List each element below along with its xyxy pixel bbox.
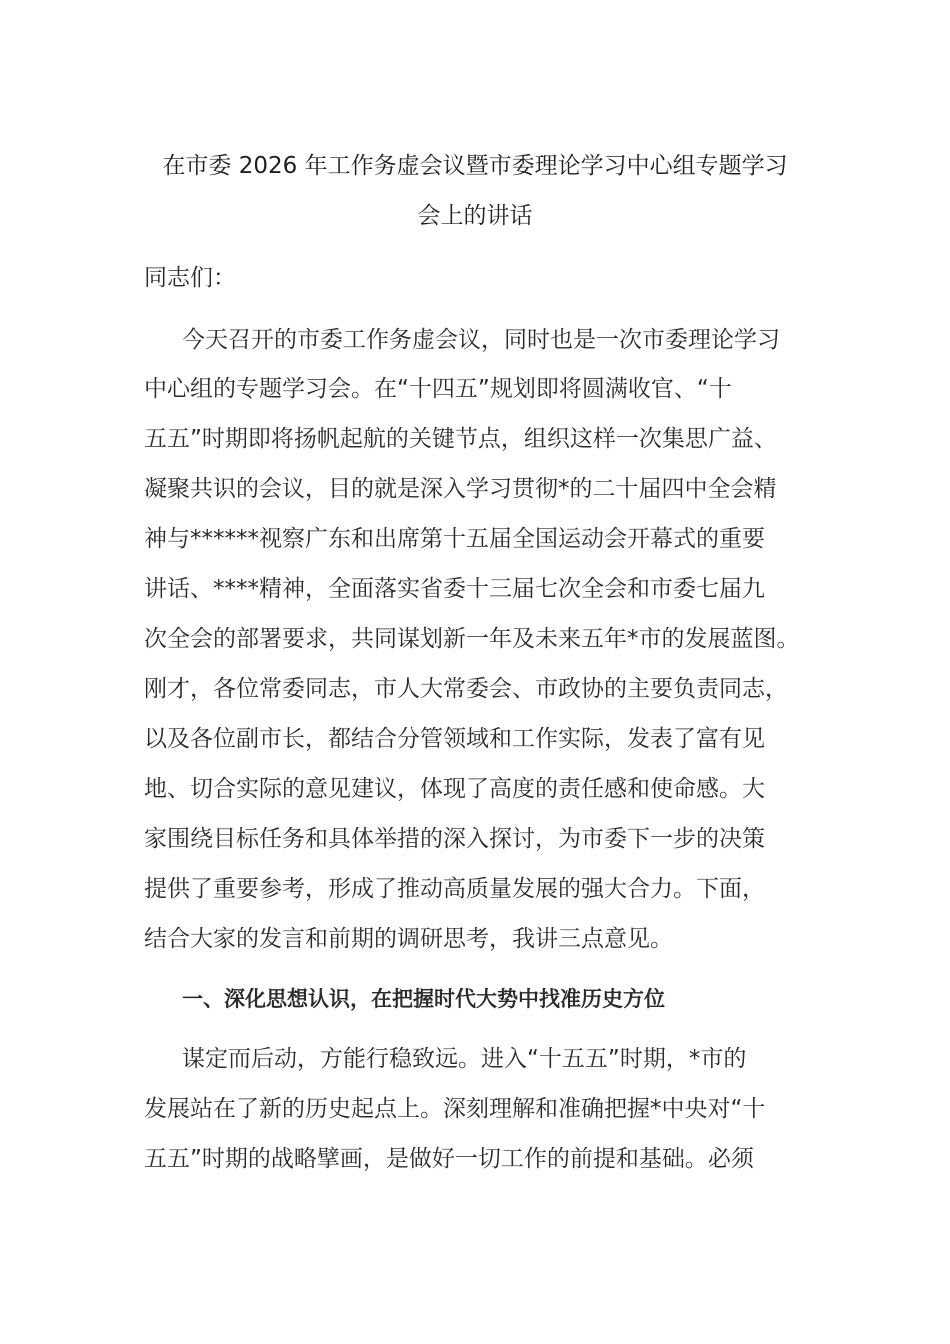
paragraph-1-line: 提供了重要参考，形成了推动高质量发展的强大合力。下面，: [144, 876, 765, 902]
paragraph-2-line: 谋定而后动，方能行稳致远。进入“十五五”时期，*市的: [182, 1046, 747, 1072]
section-heading-1: 一、深化思想认识，在把握时代大势中找准历史方位: [182, 987, 665, 1011]
paragraph-1-line: 结合大家的发言和前期的调研思考，我讲三点意见。: [144, 926, 673, 952]
paragraph-2-line: 五五”时期的战略擘画，是做好一切工作的前提和基础。必须: [144, 1146, 754, 1172]
paragraph-2-line: 发展站在了新的历史起点上。深刻理解和准确把握*中央对“十: [144, 1096, 766, 1122]
paragraph-1-line: 刚才，各位常委同志，市人大常委会、市政协的主要负责同志，: [144, 676, 788, 702]
paragraph-1-line: 家围绕目标任务和具体举措的深入探讨，为市委下一步的决策: [144, 826, 765, 852]
document-title-line-2: 会上的讲话: [417, 203, 533, 229]
document-title-line-1: 在市委 2026 年工作务虚会议暨市委理论学习中心组专题学习: [162, 153, 788, 179]
paragraph-1-line: 讲话、****精神，全面落实省委十三届七次全会和市委七届九: [144, 576, 765, 602]
paragraph-1-line: 凝聚共识的会议，目的就是深入学习贯彻*的二十届四中全会精: [144, 476, 777, 502]
salutation: 同志们：: [144, 265, 236, 291]
paragraph-1-line: 地、切合实际的意见建议，体现了高度的责任感和使命感。大: [144, 776, 765, 802]
paragraph-1-line: 神与******视察广东和出席第十五届全国运动会开幕式的重要: [144, 526, 765, 552]
paragraph-1-line: 今天召开的市委工作务虚会议，同时也是一次市委理论学习: [182, 327, 780, 353]
paragraph-1-line: 中心组的专题学习会。在“十四五”规划即将圆满收官、“十: [144, 376, 732, 402]
paragraph-1-line: 次全会的部署要求，共同谋划新一年及未来五年*市的发展蓝图。: [144, 626, 800, 652]
paragraph-1-line: 五五”时期即将扬帆起航的关键节点，组织这样一次集思广益、: [144, 426, 777, 452]
paragraph-1-line: 以及各位副市长，都结合分管领域和工作实际，发表了富有见: [144, 726, 765, 752]
